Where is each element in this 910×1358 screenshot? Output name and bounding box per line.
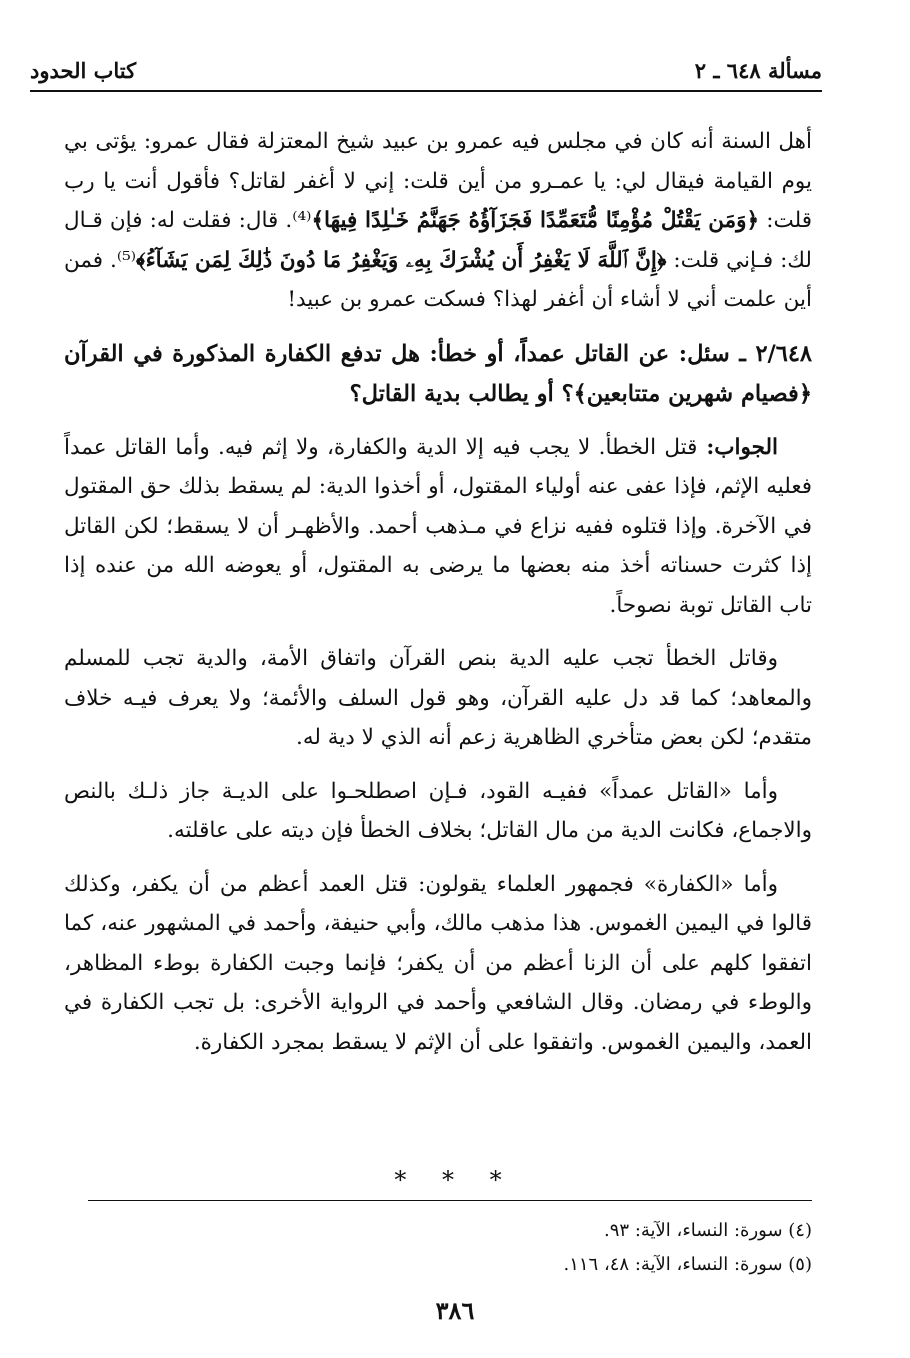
section-separator: * * * bbox=[394, 1166, 516, 1194]
paragraph-continuation bbox=[64, 122, 812, 320]
footnote-divider bbox=[88, 1200, 812, 1201]
answer-paragraph bbox=[64, 428, 812, 626]
paragraph-text: ⁽⁴⁾. قال: فقلت له: فإن قـال لك: فـإني قلت: bbox=[64, 208, 812, 273]
answer-text: قتل الخطأ. لا يجب فيه إلا الدية والكفارة، ولا إثم فيه. وأما القاتل عمداً فعليه الإثم، فإذا عفى عنه أولياء المقتول، أو أخذوا الدية: لم يسقط بذلك حق المقتول في الآخرة. وإذا قتلوه ففيه نزاع في مـذهب أحمد. والأظهـر أن لا يسقط؛ لكن القاتل إذا كثرت حسناته أخذ منه بعضها ما يرضى به المقتول، أو يعوضه الله من عنده إذا تاب القاتل توبة نصوحاً. bbox=[64, 434, 812, 618]
page-number: ٣٨٦ bbox=[435, 1296, 475, 1325]
paragraph-kaffara: وأما «الكفارة» فجمهور العلماء يقولون: قتل العمد أعظم من أن يكفر، وكذلك قالوا في اليمين الغموس. هذا مذهب مالك، وأبي حنيفة، وأحمد في المشهور عنه، كما اتفقوا كلهم على أن الزنا أعظم من أن يكفر؛ فإنما وجبت الكفارة بوطء المظاهر، والوطء في رمضان. وقال الشافعي وأحمد في الرواية الأخرى: بل تجب الكفارة في العمد، واليمين الغموس. واتفقوا على أن الإثم لا يسقط بمجرد الكفارة. bbox=[64, 871, 812, 1055]
main-text bbox=[64, 122, 812, 1076]
footnote-4: (٤) سورة: النساء، الآية: ٩٣. bbox=[604, 1220, 812, 1241]
book-section-title: كتاب الحدود bbox=[30, 58, 137, 83]
footnotes bbox=[88, 1214, 812, 1282]
paragraph-text: ⁽⁵⁾. فمن أين علمت أني لا أشاء أن أغفر لهذا؟ فسكت عمرو بن عبيد! bbox=[64, 247, 812, 312]
question-heading: ٢/٦٤٨ ـ سئل: عن القاتل عمداً، أو خطأ: هل تدفع الكفارة المذكورة في القرآن ﴿فصيام شهرين متتابعين﴾؟ أو يطالب بدية القاتل؟ bbox=[64, 340, 812, 407]
paragraph-qawad: وأما «القاتل عمداً» ففيـه القود، فـإن اصطلحـوا على الديـة جاز ذلـك بالنص والاجماع، فكانت الدية من مال القاتل؛ بخلاف الخطأ فإن ديته على عاقلته. bbox=[64, 778, 812, 843]
answer-label: الجواب: bbox=[697, 434, 778, 460]
issue-number-title: مسألة ٦٤٨ ـ ٢ bbox=[694, 58, 822, 83]
quran-verse: ﴿وَمَن يَقْتُلْ مُؤْمِنًا مُّتَعَمِّدًا فَجَزَآؤُهُ جَهَنَّمُ خَـٰلِدًا فِيهَا﴾ bbox=[311, 208, 760, 233]
running-header bbox=[30, 48, 822, 92]
paragraph-diya: وقاتل الخطأ تجب عليه الدية بنص القرآن واتفاق الأمة، والدية تجب للمسلم والمعاهد؛ كما قد دل عليه القرآن، وهو قول السلف والأئمة؛ ولا يعرف فيـه خلاف متقدم؛ لكن بعض متأخري الظاهرية زعم أنه الذي لا دية له. bbox=[64, 646, 812, 750]
quran-verse: ﴿إِنَّ ٱللَّهَ لَا يَغْفِرُ أَن يُشْرَكَ بِهِۦ وَيَغْفِرُ مَا دُونَ ذَٰلِكَ لِمَن يَشَآءُ﴾ bbox=[136, 247, 667, 273]
paragraph-text: أهل السنة أنه كان في مجلس فيه عمرو بن عبيد شيخ المعتزلة فقال عمرو: يؤتى بي يوم القيامة فيقال لي: يا عمـرو من أين قلت: إني لا أغفر لقاتل؟ فأقول أنت يا رب قلت: bbox=[64, 129, 812, 233]
footnote-5: (٥) سورة: النساء، الآية: ٤٨، ١١٦. bbox=[563, 1254, 812, 1275]
